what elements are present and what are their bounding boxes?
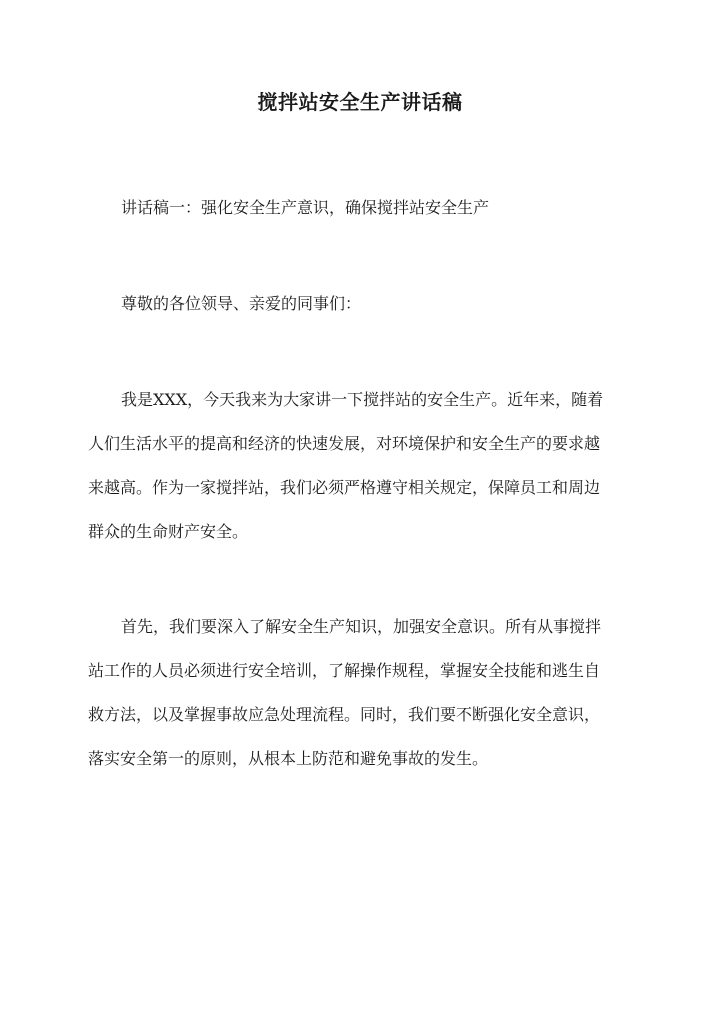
paragraph-2-line-3: 救方法，以及掌握事故应急处理流程。同时，我们要不断强化安全意识， [88, 705, 601, 724]
paragraph-1-line-1: 我是XXX，今天我来为大家讲一下搅拌站的安全生产。近年来，随着 [121, 390, 604, 409]
salutation: 尊敬的各位领导、亲爱的同事们： [121, 294, 362, 313]
paragraph-2-line-1: 首先，我们要深入了解安全生产知识，加强安全意识。所有从事搅拌 [121, 617, 602, 636]
paragraph-1-line-3: 来越高。作为一家搅拌站，我们必须严格遵守相关规定，保障员工和周边 [88, 478, 601, 497]
section-subtitle: 讲话稿一：强化安全生产意识，确保搅拌站安全生产 [121, 198, 490, 217]
paragraph-1-line-2: 人们生活水平的提高和经济的快速发展，对环境保护和安全生产的要求越 [88, 434, 601, 453]
paragraph-1-line-4: 群众的生命财产安全。 [88, 522, 249, 541]
document-title: 搅拌站安全生产讲话稿 [257, 90, 463, 114]
paragraph-2-line-2: 站工作的人员必须进行安全培训，了解操作规程，掌握安全技能和逃生自 [88, 661, 601, 680]
paragraph-2-line-4: 落实安全第一的原则，从根本上防范和避免事故的发生。 [88, 749, 489, 768]
